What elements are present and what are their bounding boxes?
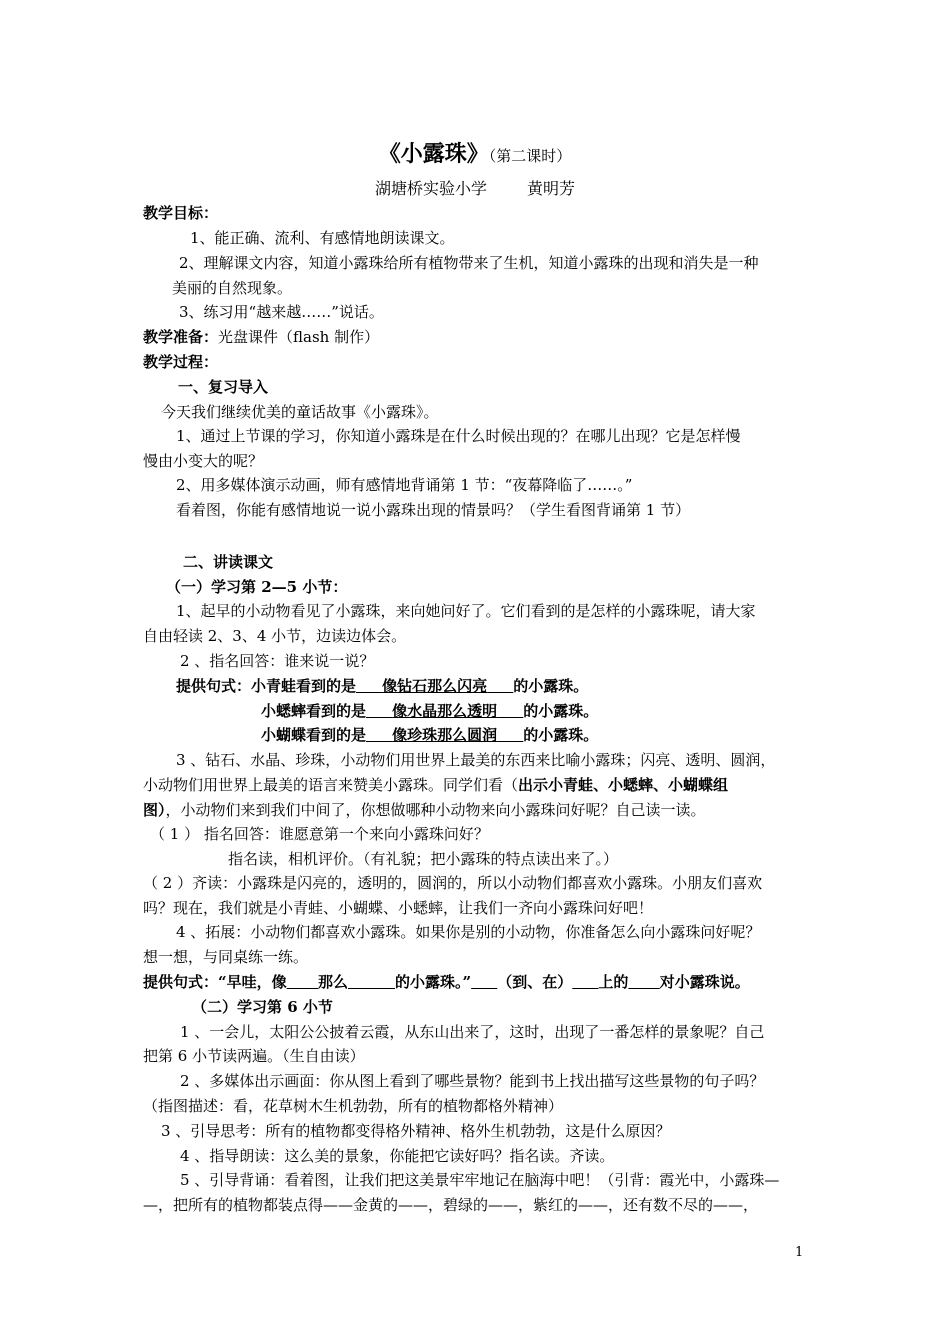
step-1-line-1: 1、起早的小动物看见了小露珠，来向她问好了。它们看到的是怎样的小露珠呢，请大家 — [176, 602, 756, 620]
goals-heading: 教学目标： — [143, 204, 219, 222]
subsection-2-heading: （二）学习第 6 小节 — [192, 998, 333, 1016]
part2-step-3: 3 、引导思考：所有的植物都变得格外精神、格外生机勃勃，这是什么原因？ — [161, 1122, 671, 1140]
step-2: 2 、指名回答：谁来说一说？ — [180, 652, 375, 670]
pattern-2-suffix: 的小露珠。 — [523, 702, 599, 720]
page-number: 1 — [795, 1245, 804, 1260]
subsection-1-heading: （一）学习第 2—5 小节： — [166, 578, 348, 596]
pattern-1-prefix: 小青蛙看到的是 — [251, 677, 357, 695]
pattern-line-1 — [176, 676, 588, 696]
pattern-2-prefix: 小蟋蟀看到的是 — [261, 702, 367, 720]
pattern-label: 提供句式： — [176, 677, 252, 695]
school-name: 湖塘桥实验小学 — [374, 179, 487, 198]
step-3-line-4: （ 1 ） 指名回答：谁愿意第一个来向小露珠问好？ — [150, 825, 489, 843]
step-3-line-6: （ 2 ）齐读：小露珠是闪亮的，透明的，圆润的，所以小动物们都喜欢小露珠。小朋友们喜欢 — [143, 874, 763, 892]
intro-line: 今天我们继续优美的童话故事《小露珠》。 — [161, 403, 439, 421]
question-1-line-2: 慢由小变大的呢？ — [143, 452, 264, 470]
part2-step-1-line-1: 1 、一会儿，太阳公公披着云霞，从东山出来了，这时，出现了一番怎样的景象呢？自己 — [180, 1023, 765, 1041]
process-heading: 教学过程： — [143, 353, 219, 371]
question-2-line-2: 看着图，你能有感情地说一说小露珠出现的情景吗？（学生看图背诵第 1 节） — [176, 501, 691, 519]
step-3-line-3: 图），小动物们来到我们中间了，你想做哪种小动物来向小露珠问好呢？自己读一读。 — [143, 801, 706, 819]
pattern-3-prefix: 小蝴蝶看到的是 — [261, 726, 367, 744]
author-line — [0, 176, 950, 199]
section-2-heading: 二、讲读课文 — [183, 553, 274, 571]
step-3-line-5: 指名读，相机评价。（有礼貌；把小露珠的特点读出来了。） — [228, 850, 619, 868]
pattern-line-3 — [261, 725, 598, 745]
step-3-line-2: 小动物们用世界上最美的语言来赞美小露珠。同学们看（出示小青蛙、小蟋蟀、小蝴蝶组 — [143, 776, 729, 794]
step-3-line-1: 3 、钻石、水晶、珍珠，小动物们用世界上最美的东西来比喻小露珠；闪亮、透明、圆润， — [176, 751, 776, 769]
teacher-name: 黄明芳 — [527, 179, 576, 198]
goal-1: 1、能正确、流利、有感情地朗读课文。 — [190, 229, 455, 247]
goal-2-line-1: 2、理解课文内容，知道小露珠给所有植物带来了生机，知道小露珠的出现和消失是一种 — [179, 254, 759, 272]
pattern-1-fill: 像钻石那么闪亮 — [382, 677, 488, 695]
part2-step-4: 4 、指导朗读：这么美的景象，你能把它读好吗？指名读。齐读。 — [180, 1147, 615, 1165]
lesson-title — [0, 137, 950, 168]
step-4-line-2: 想一想，与同桌练一练。 — [143, 948, 309, 966]
title-main: 《小露珠》 — [378, 141, 489, 167]
part2-step-2-line-2: （指图描述：看，花草树木生机勃勃，所有的植物都格外精神） — [143, 1097, 564, 1115]
prep-text: 光盘课件（flash 制作） — [218, 328, 380, 346]
prep-label: 教学准备： — [143, 328, 219, 346]
part2-step-5-line-2: —，把所有的植物都装点得——金黄的——，碧绿的——，紫红的——，还有数不尽的——， — [143, 1196, 759, 1214]
part2-step-2-line-1: 2 、多媒体出示画面：你从图上看到了哪些景物？能到书上找出描写这些景物的句子吗？ — [180, 1072, 765, 1090]
step-4-line-1: 4 、拓展：小动物们都喜欢小露珠。如果你是别的小动物，你准备怎么向小露珠问好呢？ — [176, 923, 761, 941]
pattern-2-fill: 像水晶那么透明 — [392, 702, 498, 720]
part2-step-1-line-2: 把第 6 小节读两遍。（生自由读） — [143, 1047, 365, 1065]
pattern-3-suffix: 的小露珠。 — [523, 726, 599, 744]
step-3-line-7: 吗？现在，我们就是小青蛙、小蝴蝶、小蟋蟀，让我们一齐向小露珠问好吧！ — [143, 899, 654, 917]
goal-3: 3、练习用“越来越……”说话。 — [179, 303, 384, 321]
part2-step-5-line-1: 5 、引导背诵：看着图，让我们把这美景牢牢地记在脑海中吧！（引背：霞光中，小露珠— — [180, 1171, 780, 1189]
step-1-line-2: 自由轻读 2、3、4 小节，边读边体会。 — [143, 627, 407, 645]
pattern-line-2 — [261, 701, 598, 721]
goal-2-line-2: 美丽的自然现象。 — [172, 279, 293, 297]
question-2-line-1: 2、用多媒体演示动画，师有感情地背诵第 1 节：“夜幕降临了……。” — [176, 476, 633, 494]
title-sub: （第二课时） — [488, 147, 572, 165]
step-4-pattern: 提供句式：“早哇，像 那么 的小露珠。” （到、在） 上的 对小露珠说。 — [143, 973, 750, 991]
pattern-1-suffix: 的小露珠。 — [513, 677, 589, 695]
prep-line — [143, 327, 379, 347]
question-1-line-1: 1、通过上节课的学习，你知道小露珠是在什么时候出现的？在哪儿出现？它是怎样慢 — [176, 427, 741, 445]
section-1-heading: 一、复习导入 — [178, 378, 269, 396]
pattern-3-fill: 像珍珠那么圆润 — [392, 726, 498, 744]
